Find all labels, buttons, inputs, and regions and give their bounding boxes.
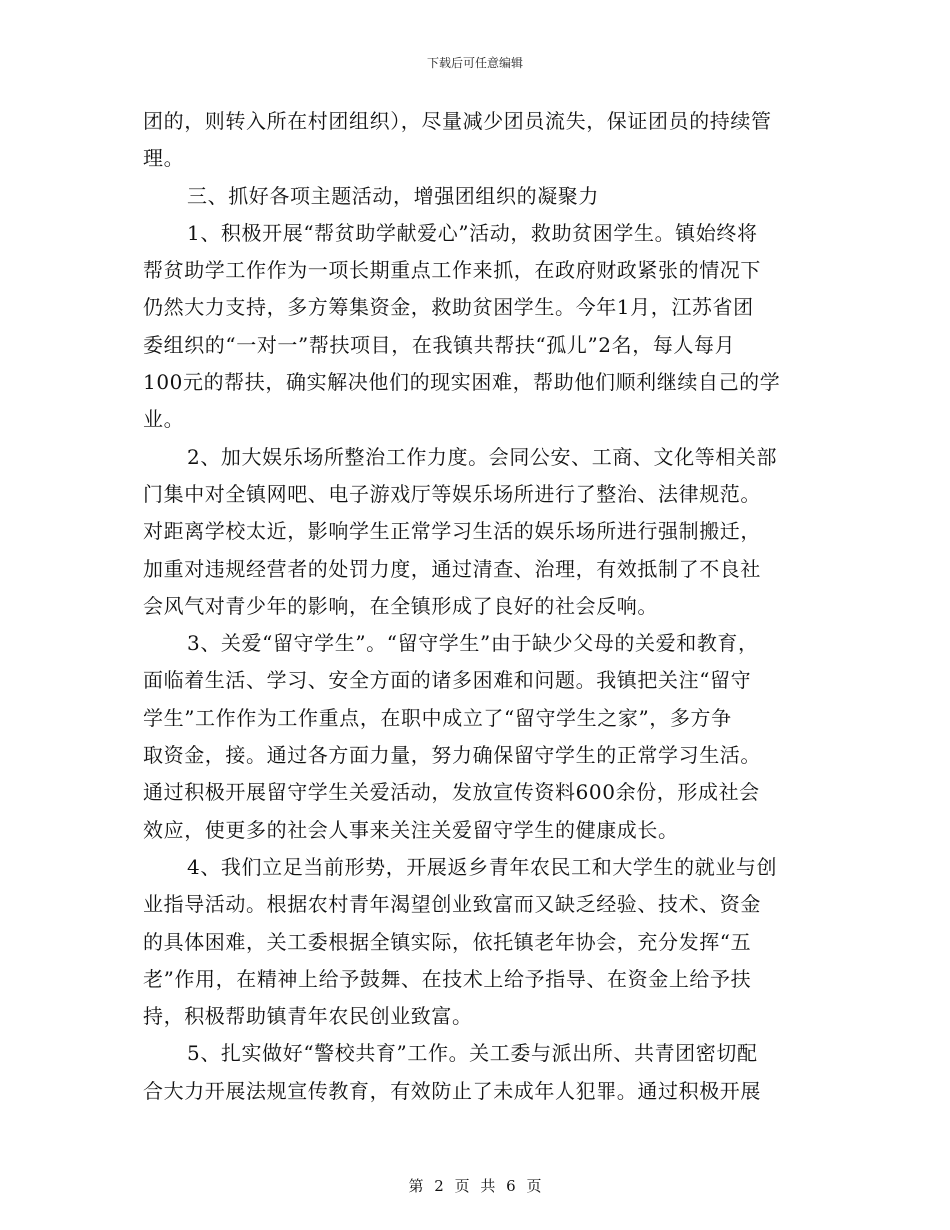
text-line: 委组织的“一对一”帮扶项目，在我镇共帮扶“孤儿”2名，每人每月 — [143, 332, 736, 357]
text-line: 业指导活动。根据农村青年渴望创业致富而又缺乏经验、技术、资金 — [143, 892, 761, 917]
text-line: 面临着生活、学习、安全方面的诸多困难和问题。我镇把关注“留守 — [143, 668, 752, 693]
text-line: 学生”工作作为工作重点，在职中成立了“留守学生之家”，多方争 — [143, 705, 732, 730]
text-line: 对距离学校太近，影响学生正常学习生活的娱乐场所进行强制搬迁， — [143, 519, 761, 544]
text-line: 5、扎实做好“警校共育”工作。关工委与派出所、共青团密切配 — [187, 1041, 758, 1066]
text-line: 合大力开展法规宣传教育，有效防止了未成年人犯罪。通过积极开展 — [143, 1078, 761, 1103]
text-line: 取资金，接。通过各方面力量，努力确保留守学生的正常学习生活。 — [143, 743, 761, 768]
text-line: 团的，则转入所在村团组织），尽量减少团员流失，保证团员的持续管 — [143, 109, 772, 133]
text-line: 2、加大娱乐场所整治工作力度。会同公安、工商、文化等相关部 — [187, 444, 778, 469]
text-line: 100元的帮扶，确实解决他们的现实困难，帮助他们顺利继续自己的学 — [143, 370, 781, 395]
text-line: 理。 — [143, 146, 185, 171]
text-line: 加重对违规经营者的处罚力度，通过清查、治理，有效抵制了不良社 — [143, 556, 761, 581]
text-line: 业。 — [143, 407, 185, 432]
text-line: 的具体困难，关工委根据全镇实际，依托镇老年协会，充分发挥“五 — [143, 929, 752, 954]
text-line: 持，积极帮助镇青年农民创业致富。 — [143, 1004, 473, 1029]
document-body — [143, 107, 811, 1114]
text-line: 会风气对青少年的影响，在全镇形成了良好的社会反响。 — [143, 593, 658, 618]
text-line: 3、关爱“留守学生”。“留守学生”由于缺少父母的关爱和教育， — [187, 631, 759, 656]
text-line: 4、我们立足当前形势，开展返乡青年农民工和大学生的就业与创 — [187, 854, 778, 879]
text-line: 帮贫助学工作作为一项长期重点工作来抓，在政府财政紧张的情况下 — [143, 258, 761, 283]
page-header: 下载后可任意编辑 — [426, 56, 523, 70]
text-line: 效应，使更多的社会人事来关注关爱留守学生的健康成长。 — [143, 817, 679, 842]
text-line: 门集中对全镇网吧、电子游戏厅等娱乐场所进行了整治、法律规范。 — [143, 481, 761, 506]
page-footer: 第 2 页 共 6 页 — [408, 1177, 542, 1195]
text-line: 1、积极开展“帮贫助学献爱心”活动，救助贫困学生。镇始终将 — [187, 220, 758, 245]
text-line: 老”作用，在精神上给予鼓舞、在技术上给予指导、在资金上给予扶 — [143, 966, 752, 991]
text-line: 三、抓好各项主题活动，增强团组织的凝聚力 — [187, 183, 599, 208]
text-line: 仍然大力支持，多方筹集资金，救助贫困学生。今年1月，江苏省团 — [143, 295, 754, 320]
text-line: 通过积极开展留守学生关爱活动，发放宣传资料600余份，形成社会 — [143, 780, 760, 805]
